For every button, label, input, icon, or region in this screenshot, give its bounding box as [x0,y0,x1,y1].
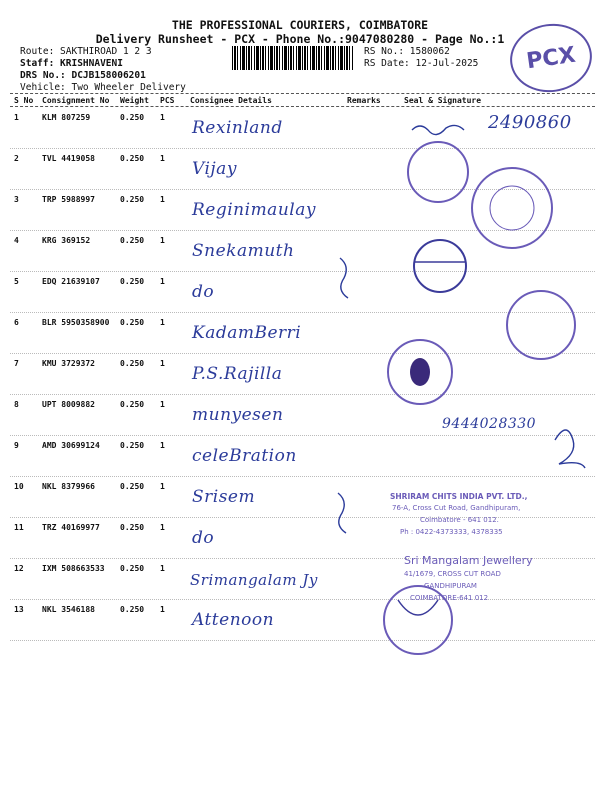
mangalam-stamp-line: COIMBATORE-641 012 [410,594,489,602]
page-title: THE PROFESSIONAL COURIERS, COIMBATORE [171,18,429,32]
cell-sno: 7 [14,359,19,368]
cell-weight: 0.250 [120,113,145,122]
cell-weight: 0.250 [120,564,145,573]
cell-weight: 0.250 [120,359,145,368]
col-sno: S No [14,96,34,105]
consignee-handwriting: Snekamuth [192,241,295,261]
cell-sno: 13 [14,605,24,614]
consignee-handwriting: KadamBerri [192,323,302,343]
cell-consignment: NKL 8379966 [42,482,95,491]
company-stamp [472,168,552,248]
consignee-handwriting: Attenoon [192,610,275,630]
cell-sno: 1 [14,113,19,122]
cell-consignment: TRZ 40169977 [42,523,100,532]
cell-weight: 0.250 [120,441,145,450]
cell-consignment: TRP 5988997 [42,195,95,204]
cell-weight: 0.250 [120,236,145,245]
cell-sno: 10 [14,482,24,491]
cell-sno: 8 [14,400,19,409]
rs-no-label: RS No.: 1580062 [364,46,450,57]
cell-sno: 3 [14,195,19,204]
col-consignee: Consignee Details [190,96,272,105]
cell-consignment: BLR 5950358900 [42,318,110,327]
shriram-stamp-line: Ph : 0422-4373333, 4378335 [400,528,503,536]
kadhambari-stamp [507,291,575,359]
route-label: Route: SAKTHIROAD 1 2 3 [20,46,152,57]
cell-weight: 0.250 [120,195,145,204]
consignee-handwriting: celeBration [192,446,297,466]
cell-weight: 0.250 [120,318,145,327]
page-subtitle: Delivery Runsheet - PCX - Phone No.:9047080280 - Page No.:1 [95,32,505,46]
cell-sno: 2 [14,154,19,163]
col-weight: Weight [120,96,149,105]
cell-pcs: 1 [160,400,165,409]
consignee-handwriting: Reginimaulay [192,200,316,220]
signature-number: 2490860 [488,112,572,133]
signature-scribble [555,430,585,468]
shriram-stamp-line: 76-A, Cross Cut Road, Gandhipuram, [392,504,521,512]
vehicle-label: Vehicle: Two Wheeler Delivery [20,82,186,93]
signature-number: 9444028330 [442,416,537,432]
cell-consignment: EDQ 21639107 [42,277,100,286]
cell-pcs: 1 [160,564,165,573]
cell-consignment: IXM 508663533 [42,564,105,573]
cell-consignment: NKL 3546188 [42,605,95,614]
cell-consignment: AMD 30699124 [42,441,100,450]
brace-mark [338,493,346,533]
consignee-handwriting: munyesen [192,405,284,425]
cell-sno: 11 [14,523,24,532]
col-remarks: Remarks [347,96,381,105]
cell-consignment: TVL 4419058 [42,154,95,163]
cell-pcs: 1 [160,482,165,491]
staff-label: Staff: KRISHNAVENI [20,58,123,69]
drs-label: DRS No.: DCJB158006201 [20,70,146,81]
rs-date-label: RS Date: 12-Jul-2025 [364,58,479,69]
cell-weight: 0.250 [120,277,145,286]
consignee-handwriting: do [192,528,215,548]
cell-sno: 5 [14,277,19,286]
cell-consignment: UPT 8009882 [42,400,95,409]
cell-weight: 0.250 [120,523,145,532]
col-pcs: PCS [160,96,175,105]
cell-consignment: KRG 369152 [42,236,91,245]
cell-pcs: 1 [160,523,165,532]
cell-sno: 4 [14,236,19,245]
brace-mark [340,258,348,298]
signature-scribble [412,125,464,134]
consignee-handwriting: Vijay [192,159,237,179]
cell-pcs: 1 [160,195,165,204]
shriram-stamp-line: SHRIRAM CHITS INDIA PVT. LTD., [390,492,528,501]
consignee-handwriting: P.S.Rajilla [192,364,283,384]
whirlpool-stamp [408,142,468,202]
cell-weight: 0.250 [120,400,145,409]
cell-sno: 6 [14,318,19,327]
consignee-handwriting: Srisem [192,487,256,507]
cell-sno: 12 [14,564,24,573]
cell-sno: 9 [14,441,19,450]
cell-weight: 0.250 [120,482,145,491]
col-seal: Seal & Signature [404,96,482,105]
mangalam-stamp-line: Sri Mangalam Jewellery [404,554,533,567]
cell-weight: 0.250 [120,154,145,163]
pcx-stamp: PCX [506,19,597,98]
cell-weight: 0.250 [120,605,145,614]
cell-pcs: 1 [160,318,165,327]
shriram-stamp-line: Coimbatore - 641 012. [420,516,499,524]
col-consignment: Consignment No [42,96,110,105]
cell-pcs: 1 [160,113,165,122]
consignee-handwriting: do [192,282,215,302]
mangalam-stamp-line: GANDHIPURAM [424,582,477,590]
cell-pcs: 1 [160,154,165,163]
cell-pcs: 1 [160,605,165,614]
cell-pcs: 1 [160,359,165,368]
cell-consignment: KMU 3729372 [42,359,95,368]
cell-consignment: KLM 807259 [42,113,91,122]
cell-pcs: 1 [160,441,165,450]
cell-pcs: 1 [160,236,165,245]
handwriting-extra: Srimangalam Jy [190,571,318,589]
mangalam-stamp-line: 41/1679, CROSS CUT ROAD [404,570,501,578]
kk-stamp [414,240,466,292]
consignee-handwriting: Rexinland [192,118,283,138]
cell-pcs: 1 [160,277,165,286]
